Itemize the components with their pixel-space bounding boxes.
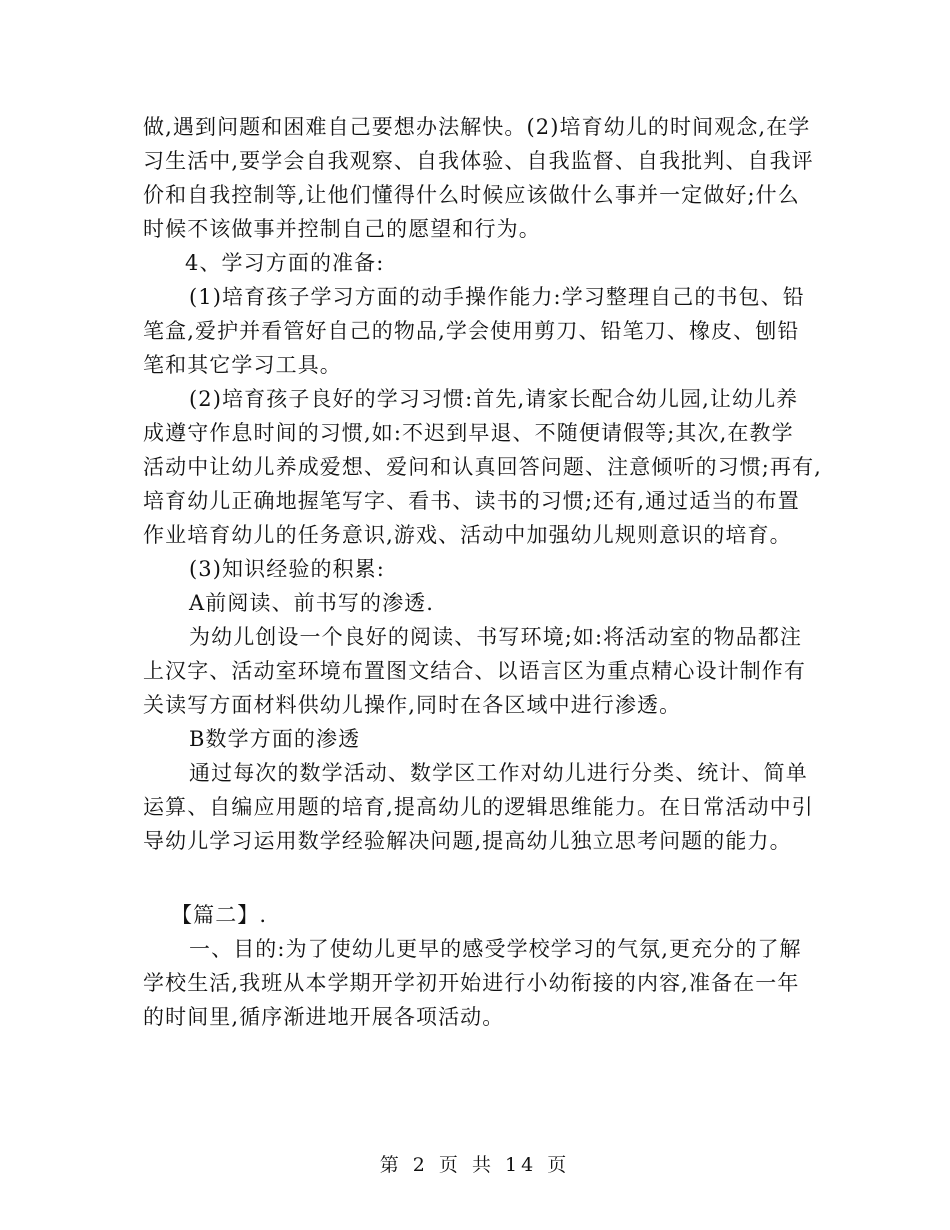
text-line: 时候不该做事并控制自己的愿望和行为。 bbox=[143, 217, 541, 241]
text-line: 关读写方面材料供幼儿操作,同时在各区域中进行渗透。 bbox=[143, 693, 682, 717]
text-line: 成遵守作息时间的习惯,如:不迟到早退、不随便请假等;其次,在教学 bbox=[143, 421, 794, 445]
text-line: 学校生活,我班从本学期开学初开始进行小幼衔接的内容,准备在一年 bbox=[143, 971, 800, 995]
section-heading-learning: 4、学习方面的准备: bbox=[185, 251, 385, 275]
section-title-part-two: 【篇二】. bbox=[171, 903, 268, 927]
text-line: 运算、自编应用题的培育,提高幼儿的逻辑思维能力。在日常活动中引 bbox=[143, 795, 814, 819]
document-body bbox=[143, 110, 822, 1034]
paragraph-gap bbox=[143, 858, 813, 898]
text-line: 导幼儿学习运用数学经验解决问题,提高幼儿独立思考问题的能力。 bbox=[143, 829, 792, 853]
text-line: 笔盒,爱护并看管好自己的物品,学会使用剪刀、铅笔刀、橡皮、刨铅 bbox=[143, 319, 800, 343]
subsection-heading: (3)知识经验的积累: bbox=[189, 557, 385, 581]
subsection-heading: B数学方面的渗透 bbox=[189, 727, 361, 751]
text-line: 活动中让幼儿养成爱想、爱问和认真回答问题、注意倾听的习惯;再有, bbox=[143, 455, 822, 479]
text-line: (1)培育孩子学习方面的动手操作能力:学习整理自己的书包、铅 bbox=[189, 285, 805, 309]
text-line: 的时间里,循序渐进地开展各项活动。 bbox=[143, 1005, 505, 1029]
text-line: 通过每次的数学活动、数学区工作对幼儿进行分类、统计、简单 bbox=[189, 761, 808, 785]
text-line: 笔和其它学习工具。 bbox=[143, 353, 342, 377]
text-line: 培育幼儿正确地握笔写字、看书、读书的习惯;还有,通过适当的布置 bbox=[143, 489, 800, 513]
text-line: 作业培育幼儿的任务意识,游戏、活动中加强幼儿规则意识的培育。 bbox=[143, 523, 792, 547]
page-number-footer: 第 2 页 共 14 页 bbox=[379, 1154, 571, 1176]
subsection-heading: A前阅读、前书写的渗透. bbox=[189, 591, 435, 615]
text-line: 价和自我控制等,让他们懂得什么时候应该做什么事并一定做好;什么 bbox=[143, 183, 800, 207]
text-line: 上汉字、活动室环境布置图文结合、以语言区为重点精心设计制作有 bbox=[143, 659, 806, 683]
text-line: (2)培育孩子良好的学习习惯:首先,请家长配合幼儿园,让幼儿养 bbox=[189, 387, 799, 411]
text-line: 为幼儿创设一个良好的阅读、书写环境;如:将活动室的物品都注 bbox=[189, 625, 803, 649]
text-line: 习生活中,要学会自我观察、自我体验、自我监督、自我批判、自我评 bbox=[143, 149, 814, 173]
text-line: 做,遇到问题和困难自己要想办法解快。(2)培育幼儿的时间观念,在学 bbox=[143, 115, 811, 139]
text-line: 一、目的:为了使幼儿更早的感受学校学习的气氛,更充分的了解 bbox=[189, 937, 802, 961]
